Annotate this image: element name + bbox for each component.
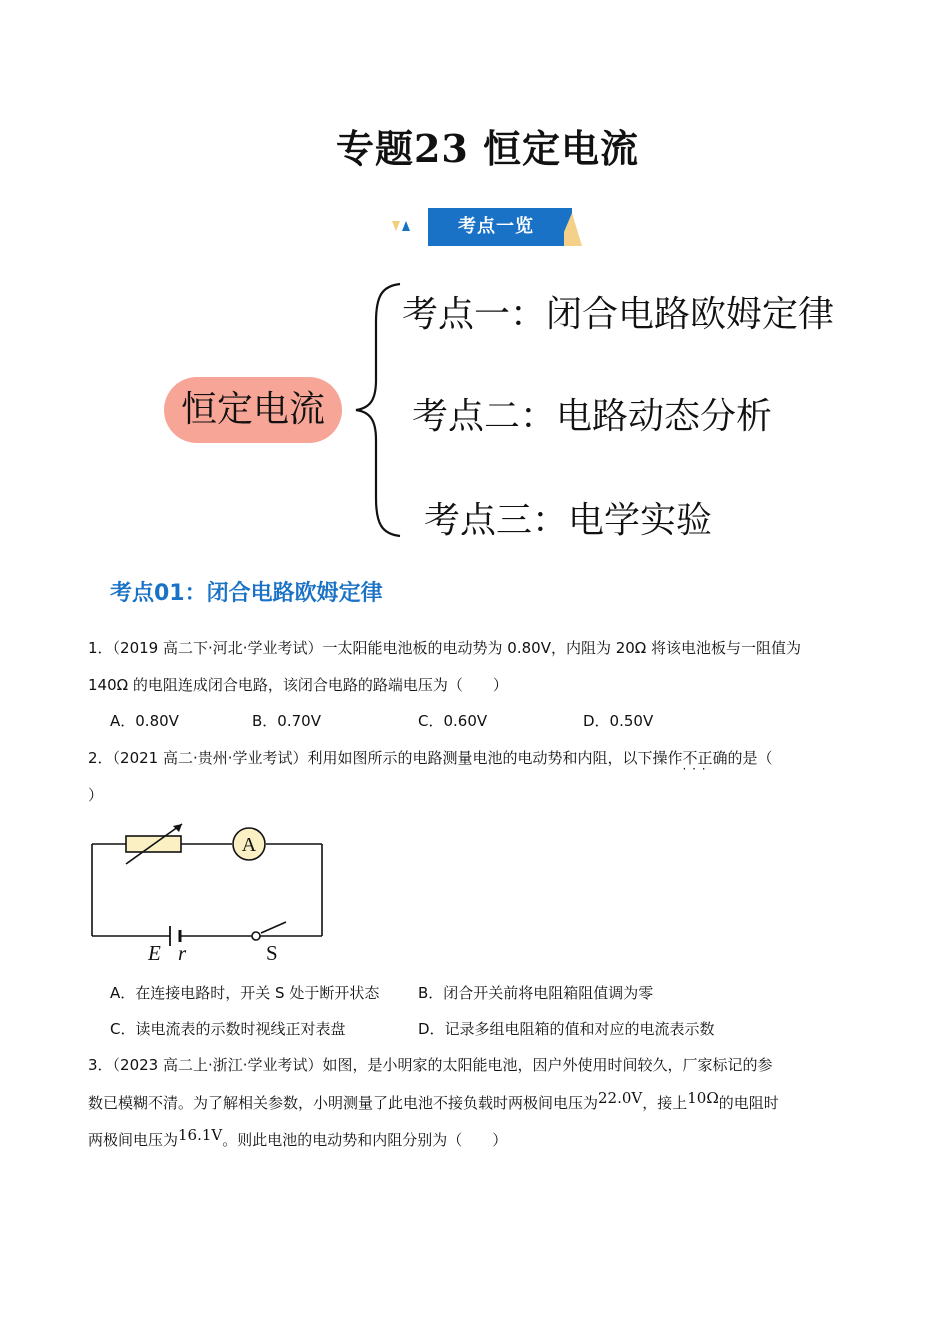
- question-1-line-2: 140Ω 的电阻连成闭合电路，该闭合电路的路端电压为（ ）: [88, 676, 508, 694]
- question-1-option-c: C．0.60V: [418, 712, 488, 730]
- question-1-option-a: A．0.80V: [110, 712, 179, 730]
- question-3-resistance: 10Ω: [687, 1089, 719, 1107]
- internal-resistance-label: r: [178, 941, 187, 965]
- mindmap-branch-2: 考点二：电路动态分析: [412, 396, 773, 437]
- question-2-line-2: ）: [88, 786, 104, 804]
- question-2-option-b: B．闭合开关前将电阻箱阻值调为零: [418, 984, 654, 1002]
- question-3-line-1: 3．（2023 高二上·浙江·学业考试）如图，是小明家的太阳能电池，因户外使用时间较久，厂家标记的参: [88, 1056, 773, 1074]
- switch-terminal: [252, 932, 260, 940]
- circuit-diagram: [86, 820, 331, 968]
- question-2-emphasis: 不正确 · · ·: [683, 749, 728, 767]
- banner-label: 考点一览: [428, 208, 564, 246]
- question-3-text: ，接上: [642, 1094, 688, 1112]
- switch-label: S: [266, 941, 278, 965]
- question-2-line-1: [88, 748, 773, 768]
- question-3-voltage-1: 22.0V: [598, 1089, 643, 1107]
- curly-brace-icon: [350, 282, 410, 538]
- section-heading: 考点01：闭合电路欧姆定律: [110, 581, 383, 606]
- question-1-option-b: B．0.70V: [252, 712, 321, 730]
- question-1-line-1: 1．（2019 高二下·河北·学业考试）一太阳能电池板的电动势为 0.80V，内阻为 20Ω 将该电池板与一阻值为: [88, 639, 802, 657]
- question-3-text: 。则此电池的电动势和内阻分别为（ ）: [222, 1131, 508, 1149]
- question-2-text: 2．（2021 高二·贵州·学业考试）利用如图所示的电路测量电池的电动势和内阻，以下操作: [88, 749, 683, 767]
- question-2-option-c: C．读电流表的示数时视线正对表盘: [110, 1020, 346, 1038]
- page-title: 专题23 恒定电流: [335, 126, 640, 171]
- ammeter-label: A: [241, 834, 257, 856]
- question-3-text: 数已模糊不清。为了解相关参数，小明测量了此电池不接负载时两极间电压为: [88, 1094, 599, 1112]
- mindmap-branch-3: 考点三：电学实验: [424, 500, 713, 541]
- question-1-option-d: D．0.50V: [583, 712, 654, 730]
- question-2-text-tail: 的是（: [727, 749, 773, 767]
- question-3-text: 两极间电压为: [88, 1131, 179, 1149]
- question-3-line-2: [88, 1089, 779, 1113]
- mindmap-branch-1: 考点一：闭合电路欧姆定律: [402, 294, 835, 335]
- emf-label: E: [148, 941, 161, 965]
- question-3-line-3: [88, 1126, 508, 1150]
- question-2-option-d: D．记录多组电阻箱的值和对应的电流表示数: [418, 1020, 715, 1038]
- question-3-text: 的电阻时: [718, 1094, 779, 1112]
- question-2-option-a: A．在连接电路时，开关 S 处于断开状态: [110, 984, 380, 1002]
- section-banner: [390, 205, 590, 249]
- mindmap-center: 恒定电流: [164, 377, 342, 443]
- question-3-voltage-2: 16.1V: [178, 1126, 223, 1144]
